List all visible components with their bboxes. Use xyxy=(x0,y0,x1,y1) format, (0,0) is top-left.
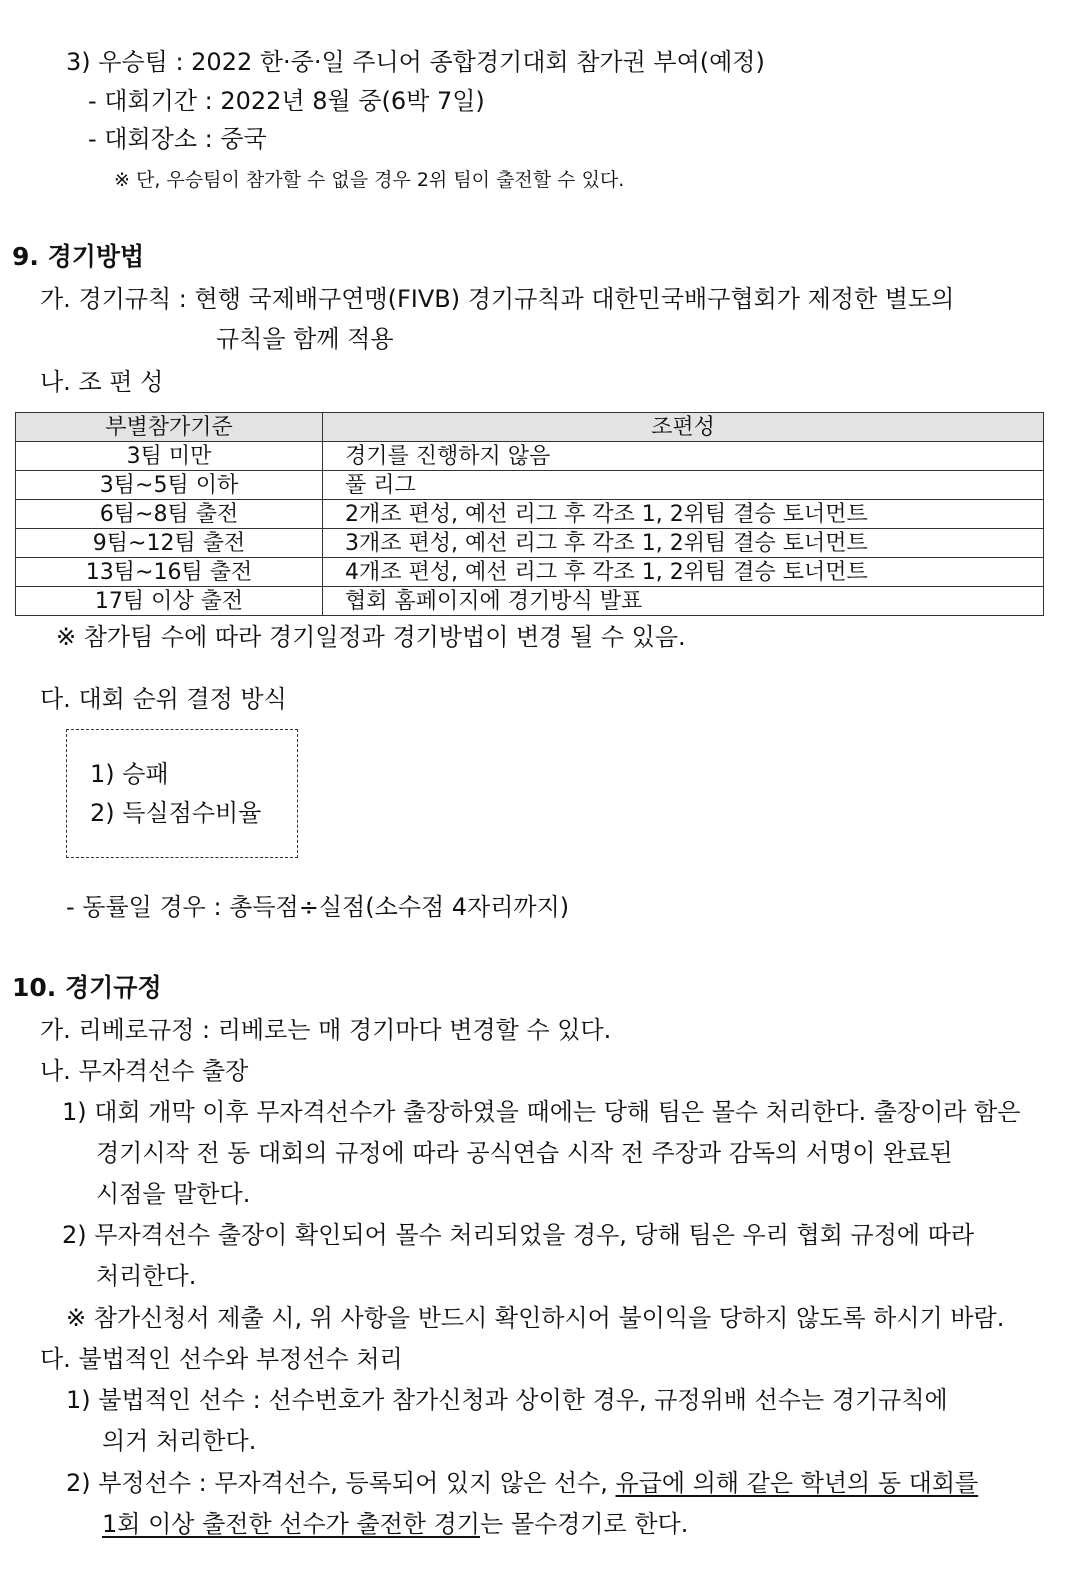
submission-note: ※ 참가신청서 제출 시, 위 사항을 반드시 확인하시어 불이익을 당하지 않도록 하시기 바람. xyxy=(66,1304,1005,1332)
period-line: - 대회기간 : 2022년 8월 중(6박 7일) xyxy=(88,87,485,115)
ineligible-item-1-line-2: 경기시작 전 동 대회의 규정에 따라 공식연습 시작 전 주장과 감독의 서명이 완료된 xyxy=(96,1139,953,1167)
illegal-item-2-line-2 xyxy=(102,1509,688,1539)
grouping-cell: 풀 리그 xyxy=(323,471,1044,500)
column-header-criteria: 부별참가기준 xyxy=(16,413,323,442)
criteria-cell: 13팀~16팀 출전 xyxy=(16,558,323,587)
winner-note: ※ 단, 우승팀이 참가할 수 없을 경우 2위 팀이 출전할 수 있다. xyxy=(114,169,625,191)
ranking-box xyxy=(66,729,298,858)
rules-line-2: 규칙을 함께 적용 xyxy=(216,325,394,353)
rules-line-1: 가. 경기규칙 : 현행 국제배구연맹(FIVB) 경기규칙과 대한민국배구협회가 제정한 별도의 xyxy=(40,285,955,313)
illegal-item-1-line-1: 1) 불법적인 선수 : 선수번호가 참가신청과 상이한 경우, 규정위배 선수는 경기규칙에 xyxy=(66,1386,948,1414)
illegal-item-2-underlined-text: 1회 이상 출전한 선수가 출전한 경기 xyxy=(102,1510,480,1538)
ranking-item: 2) 득실점수비율 xyxy=(90,799,262,827)
illegal-item-2-line-1 xyxy=(66,1468,978,1498)
criteria-cell: 3팀 미만 xyxy=(16,442,323,471)
criteria-cell: 6팀~8팀 출전 xyxy=(16,500,323,529)
ineligible-item-1-line-1: 1) 대회 개막 이후 무자격선수가 출장하였을 때에는 당해 팀은 몰수 처리한다. 출장이라 함은 xyxy=(62,1098,1021,1126)
table-note: ※ 참가팀 수에 따라 경기일정과 경기방법이 변경 될 수 있음. xyxy=(56,623,686,651)
ineligible-heading: 나. 무자격선수 출장 xyxy=(40,1057,249,1085)
illegal-item-2-plain-text: 2) 부정선수 : 무자격선수, 등록되어 있지 않은 선수, xyxy=(66,1469,608,1497)
grouping-heading: 나. 조 편 성 xyxy=(40,368,164,396)
table-row xyxy=(16,442,1044,471)
grouping-cell: 3개조 편성, 예선 리그 후 각조 1, 2위팀 결승 토너먼트 xyxy=(323,529,1044,558)
winner-line: 3) 우승팀 : 2022 한·중·일 주니어 종합경기대회 참가권 부여(예정) xyxy=(66,48,765,76)
ineligible-item-2-line-1: 2) 무자격선수 출장이 확인되어 몰수 처리되었을 경우, 당해 팀은 우리 협회 규정에 따라 xyxy=(62,1221,975,1249)
criteria-cell: 17팀 이상 출전 xyxy=(16,587,323,616)
ranking-item: 1) 승패 xyxy=(90,760,169,788)
criteria-cell: 3팀~5팀 이하 xyxy=(16,471,323,500)
criteria-cell: 9팀~12팀 출전 xyxy=(16,529,323,558)
section-9-heading: 9. 경기방법 xyxy=(12,242,145,271)
table-row xyxy=(16,558,1044,587)
libero-rule: 가. 리베로규정 : 리베로는 매 경기마다 변경할 수 있다. xyxy=(40,1016,612,1044)
grouping-cell: 협회 홈페이지에 경기방식 발표 xyxy=(323,587,1044,616)
grouping-cell: 경기를 진행하지 않음 xyxy=(323,442,1044,471)
table-row xyxy=(16,529,1044,558)
illegal-item-1-line-2: 의거 처리한다. xyxy=(102,1427,257,1455)
tie-rule: - 동률일 경우 : 총득점÷실점(소수점 4자리까지) xyxy=(66,893,570,921)
grouping-table xyxy=(15,412,1044,616)
ineligible-item-1-line-3: 시점을 말한다. xyxy=(96,1180,251,1208)
table-row xyxy=(16,471,1044,500)
table-row xyxy=(16,500,1044,529)
table-row xyxy=(16,587,1044,616)
ranking-heading: 다. 대회 순위 결정 방식 xyxy=(40,685,287,713)
table-header-row xyxy=(16,413,1044,442)
illegal-item-2-plain-text: 는 몰수경기로 한다. xyxy=(480,1510,689,1538)
illegal-heading: 다. 불법적인 선수와 부정선수 처리 xyxy=(40,1345,403,1373)
section-10-heading: 10. 경기규정 xyxy=(12,973,162,1002)
grouping-cell: 4개조 편성, 예선 리그 후 각조 1, 2위팀 결승 토너먼트 xyxy=(323,558,1044,587)
grouping-cell: 2개조 편성, 예선 리그 후 각조 1, 2위팀 결승 토너먼트 xyxy=(323,500,1044,529)
column-header-grouping: 조편성 xyxy=(323,413,1044,442)
illegal-item-2-underlined-text: 유급에 의해 같은 학년의 동 대회를 xyxy=(615,1469,979,1497)
ineligible-item-2-line-2: 처리한다. xyxy=(96,1262,197,1290)
venue-line: - 대회장소 : 중국 xyxy=(88,125,267,153)
